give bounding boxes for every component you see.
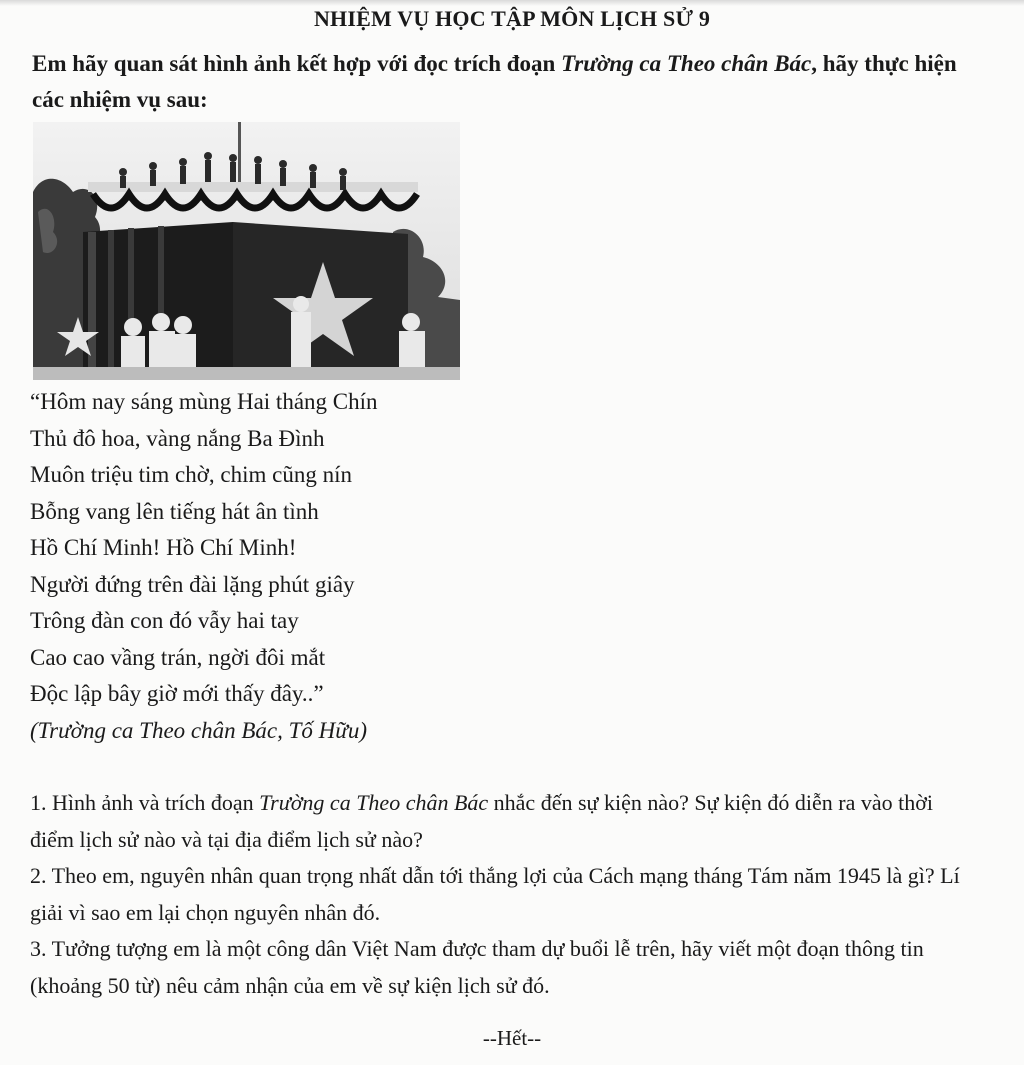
poem-source: (Trường ca Theo chân Bác, Tố Hữu) [30,717,367,743]
poem-excerpt [30,384,378,749]
poem-line: Bỗng vang lên tiếng hát ân tình [30,498,319,524]
poem-line: Hồ Chí Minh! Hồ Chí Minh! [30,535,297,560]
task-list [30,785,980,1004]
historical-photo [33,122,460,380]
poem-line: Độc lập bây giờ mới thấy đây..” [30,681,324,706]
poem-line: Cao cao vầng trán, ngời đôi mắt [30,644,326,670]
task-1-part1: 1. Hình ảnh và trích đoạn [30,790,260,815]
poem-line: “Hôm nay sáng mùng Hai tháng Chín [30,389,378,414]
poem-line: Thủ đô hoa, vàng nắng Ba Đình [30,425,325,451]
task-1-part2: nhắc đến sự kiện nào? Sự kiện đó diễn ra vào thời điểm lịch sử nào và tại địa điểm lịch sử nào? [30,790,933,852]
task-item-3: 3. Tưởng tượng em là một công dân Việt Nam được tham dự buổi lễ trên, hãy viết một đoạn thông tin (khoảng 50 từ) nêu cảm nhận của em về sự kiện lịch sử đó. [30,936,924,998]
poem-line: Trông đàn con đó vẫy hai tay [30,608,299,633]
task-item-2: 2. Theo em, nguyên nhân quan trọng nhất dẫn tới thắng lợi của Cách mạng tháng Tám năm 1945 là gì? Lí giải vì sao em lại chọn nguyên nhân đó. [30,863,960,925]
document-title: NHIỆM VỤ HỌC TẬP MÔN LỊCH SỬ 9 [313,6,711,31]
intro-instruction [32,46,962,118]
end-mark: --Hết-- [482,1026,542,1050]
intro-text-part2: , hãy thực hiện các nhiệm vụ sau: [32,51,957,112]
intro-text-part1: Em hãy quan sát hình ảnh kết hợp với đọc trích đoạn [32,51,562,76]
task-item-1 [30,785,980,858]
task-1-work-title: Trường ca Theo chân Bác [259,790,489,815]
poem-line: Muôn triệu tim chờ, chim cũng nín [30,462,352,487]
historical-photo-icon [33,122,460,380]
poem-line: Người đứng trên đài lặng phút giây [30,571,355,597]
intro-work-title: Trường ca Theo chân Bác [561,51,812,76]
